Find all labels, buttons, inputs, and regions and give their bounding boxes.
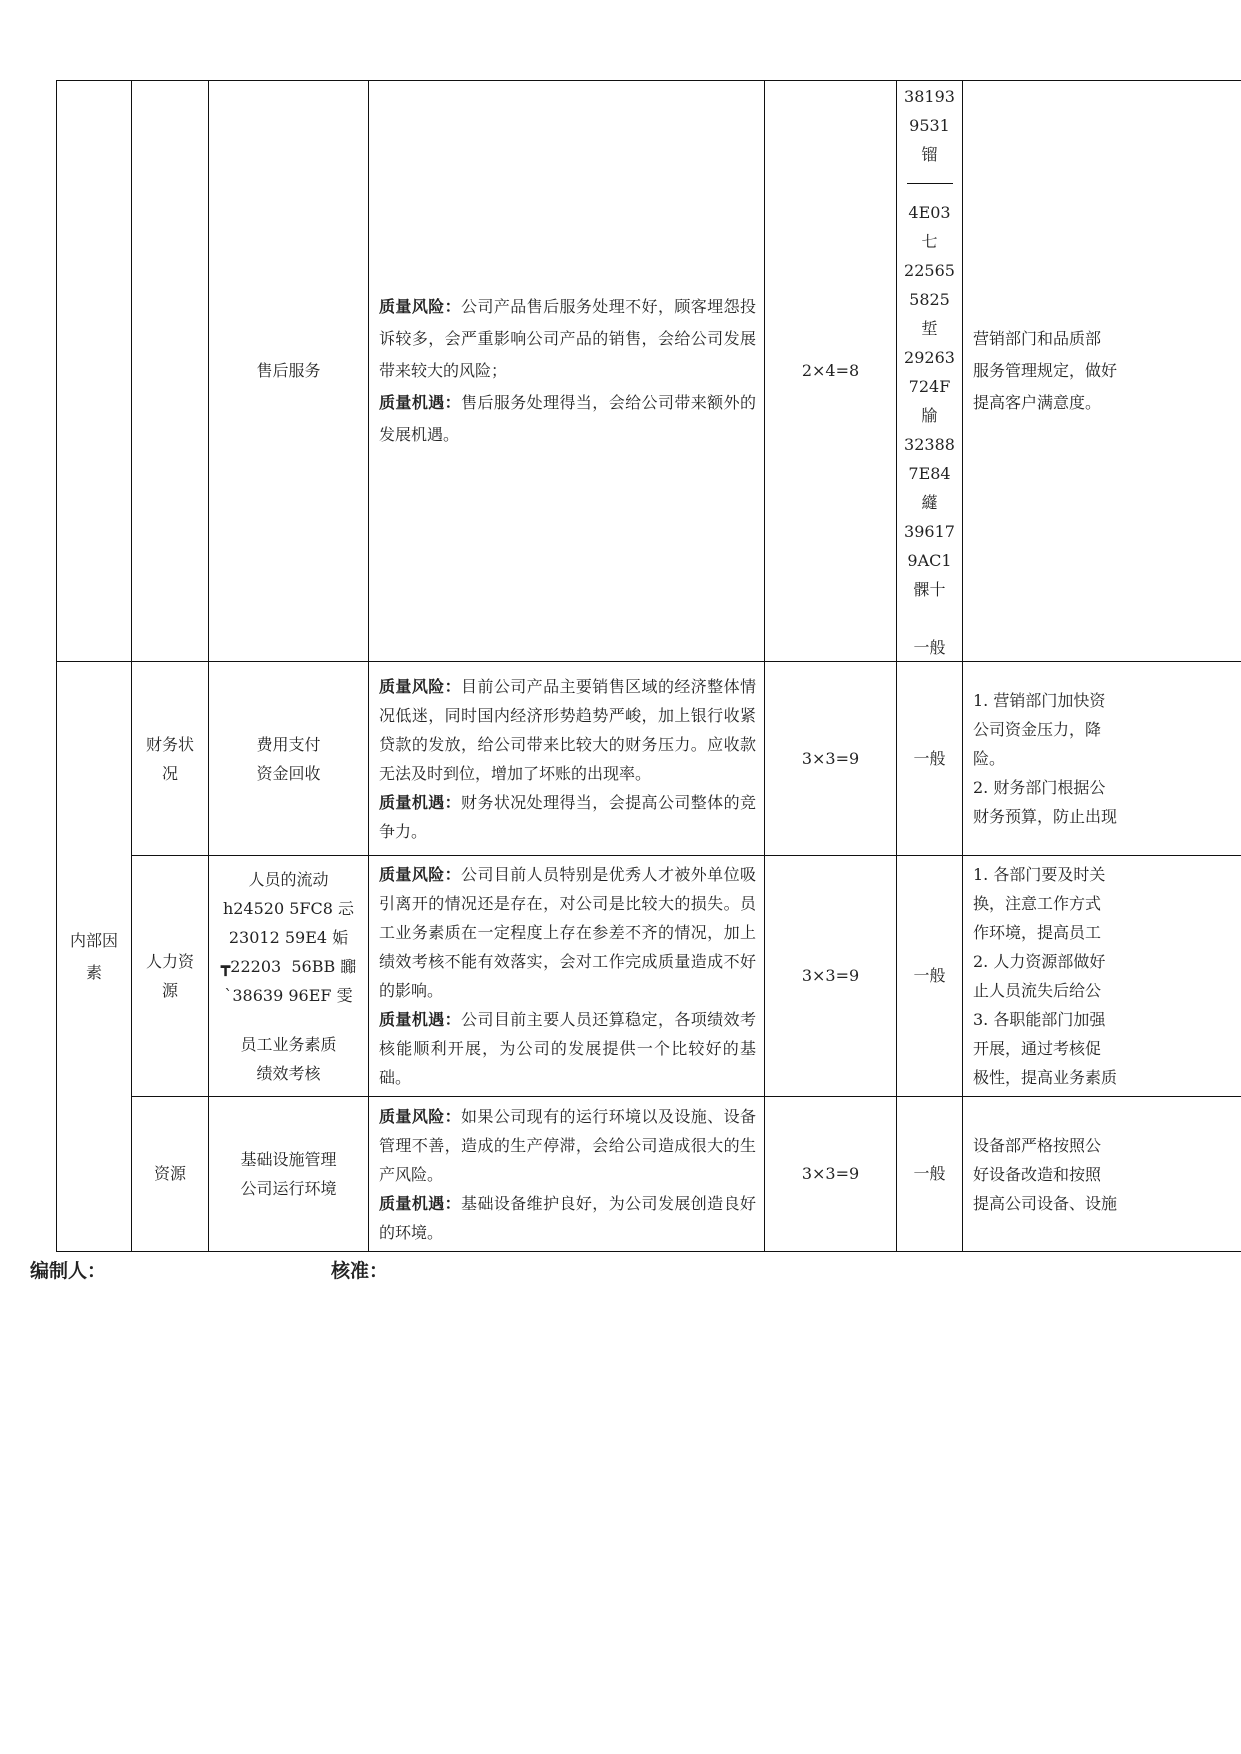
approver-label: 核准： [331, 1260, 389, 1282]
measures-line: 险。 [973, 749, 1006, 768]
score-text: 3×3=9 [801, 966, 860, 985]
measures-line: 作环境，提高员工 [973, 923, 1102, 942]
score-cell [765, 81, 896, 661]
factor-line: 绩效考核 [256, 1063, 321, 1083]
description-text [379, 672, 756, 846]
level-line: 镏 [921, 145, 938, 164]
level-line: 7E84 [908, 464, 951, 483]
level-line: 32388 [904, 435, 955, 454]
measures-line: 服务管理规定，做好 [973, 361, 1118, 380]
measures-line: 设备部严格按照公 [973, 1135, 1102, 1155]
measures-line: 1. 各部门要及时关 [973, 865, 1106, 884]
level-cell [897, 1097, 962, 1251]
measures-line: 3. 各职能部门加强 [973, 1010, 1106, 1029]
measures-line: 财务预算，防止出现 [973, 807, 1118, 826]
level-cell [897, 82, 962, 661]
factor-line: `38639 96EF 雯 [224, 985, 353, 1005]
opportunity-label: 质量机遇： [379, 1193, 462, 1213]
measures-line: 营销部门和品质部 [973, 329, 1102, 348]
risk-text: 公司产品售后服务处理不好，顾客埋怨投诉较多，会严重影响公司产品的销售，会给公司发展带来较大的风险； [379, 297, 756, 380]
description-cell [369, 81, 764, 661]
measures-line: 1. 营销部门加快资 [973, 691, 1106, 710]
description-text [379, 860, 756, 1092]
level-line: 9AC1 [907, 551, 952, 570]
factor-line: 资金回收 [256, 763, 321, 783]
risk-label: 质量风险： [379, 297, 462, 316]
category-cell [132, 662, 208, 855]
opportunity-label: 质量机遇： [379, 792, 462, 812]
score-text: 2×4=8 [801, 361, 860, 380]
level-line: 七 [921, 232, 938, 251]
factor-cell [209, 662, 368, 855]
level-line: 埑 [921, 319, 938, 338]
level-line: 牏 [921, 406, 938, 425]
measures-line: 2. 财务部门根据公 [973, 778, 1106, 797]
category-cell [132, 856, 208, 1096]
description-cell [369, 1097, 764, 1251]
risk-text: 如果公司现有的运行环境以及设施、设备管理不善，造成的生产停滞，会给公司造成很大的生产风险。 [379, 1106, 756, 1184]
level-line: 29263 [904, 348, 955, 367]
measures-line: 提高公司设备、设施 [973, 1193, 1118, 1213]
factor-line: 基础设施管理 [240, 1150, 337, 1169]
level-line: 9531 [909, 116, 950, 135]
factor-line: 人员的流动 [248, 869, 329, 889]
risk-label: 质量风险： [379, 865, 462, 884]
opportunity-text: 售后服务处理得当，会给公司带来额外的发展机遇。 [379, 393, 756, 444]
factor-line: 费用支付 [256, 734, 321, 754]
description-text [379, 291, 756, 451]
score-text: 3×3=9 [801, 748, 860, 768]
factor-line: 公司运行环境 [240, 1179, 337, 1198]
factor-line: h24520 5FC8 忈 [222, 898, 355, 918]
measures-line: 公司资金压力，降 [973, 720, 1102, 739]
measures-line: 止人员流失后给公 [973, 981, 1102, 1000]
level-line: 髁十 [913, 580, 946, 599]
level-value: 一般 [913, 966, 946, 985]
category-text: 资源 [153, 1164, 186, 1183]
level-value: 一般 [913, 748, 946, 768]
score-cell [765, 662, 896, 855]
measures-cell [963, 81, 1241, 661]
level-line: 38193 [904, 87, 955, 106]
score-cell [765, 1097, 896, 1251]
level-line: 724F [908, 377, 951, 396]
factor-text: 售后服务 [256, 361, 321, 380]
measures-cell [963, 856, 1241, 1096]
description-cell [369, 662, 764, 855]
measures-line: 提高客户满意度。 [973, 393, 1102, 412]
measures-line: 换，注意工作方式 [973, 894, 1102, 913]
opportunity-label: 质量机遇： [379, 1010, 462, 1029]
measures-line: 极性，提高业务素质 [973, 1068, 1118, 1087]
factor-cell [209, 81, 368, 661]
level-cell [897, 662, 962, 855]
opportunity-text: 公司目前主要人员还算稳定，各项绩效考核能顺利开展，为公司的发展提供一个比较好的基础。 [379, 1010, 756, 1087]
opportunity-text: 基础设备维护良好，为公司发展创造良好的环境。 [379, 1193, 756, 1242]
risk-label: 质量风险： [379, 1106, 462, 1126]
risk-text: 公司目前人员特别是优秀人才被外单位吸引离开的情况还是存在，对公司是比较大的损失。员工业务素质在一定程度上存在参差不齐的情况，加上绩效考核不能有效落实，会对工作完成质量造成不好的影响。 [379, 865, 756, 1000]
factor-line: ┳22203 56BB 嚻 [220, 956, 357, 976]
risk-label: 质量风险： [379, 676, 462, 696]
measures-line: 好设备改造和按照 [973, 1164, 1102, 1184]
group-label: 内部因素 [69, 930, 118, 982]
description-cell [369, 856, 764, 1096]
category-text: 人力资源 [145, 952, 194, 1000]
score-cell [765, 856, 896, 1096]
measures-line: 开展，通过考核促 [973, 1039, 1102, 1058]
level-line: 39617 [904, 522, 955, 541]
level-value: 一般 [913, 1164, 946, 1183]
level-cell [897, 856, 962, 1096]
level-line: 5825 [909, 290, 950, 309]
level-line: 纄 [921, 493, 938, 512]
category-cell [132, 1097, 208, 1251]
factor-line: 员工业务素质 [240, 1034, 337, 1054]
level-divider [907, 169, 953, 198]
factor-line: 23012 59E4 姤 [228, 927, 349, 947]
level-value: 一般 [913, 638, 946, 657]
factor-cell [209, 1097, 368, 1251]
measures-line: 2. 人力资源部做好 [973, 952, 1106, 971]
measures-cell [963, 662, 1241, 855]
table-border-bottom [56, 1251, 1241, 1252]
opportunity-label: 质量机遇： [379, 393, 462, 412]
description-text [379, 1102, 756, 1247]
level-line: 4E03 [908, 203, 951, 222]
opportunity-text: 财务状况处理得当，会提高公司整体的竞争力。 [379, 792, 756, 841]
level-line: 22565 [904, 261, 955, 280]
group-label-cell [57, 662, 131, 1251]
risk-text: 目前公司产品主要销售区域的经济整体情况低迷，同时国内经济形势趋势严峻，加上银行收紧贷款的发放，给公司带来比较大的财务压力。应收款无法及时到位，增加了坏账的出现率。 [379, 676, 756, 783]
measures-cell [963, 1097, 1241, 1251]
category-text: 财务状况 [145, 734, 194, 783]
score-text: 3×3=9 [801, 1164, 860, 1183]
factor-cell [209, 856, 368, 1096]
compiler-label: 编制人： [30, 1260, 107, 1282]
